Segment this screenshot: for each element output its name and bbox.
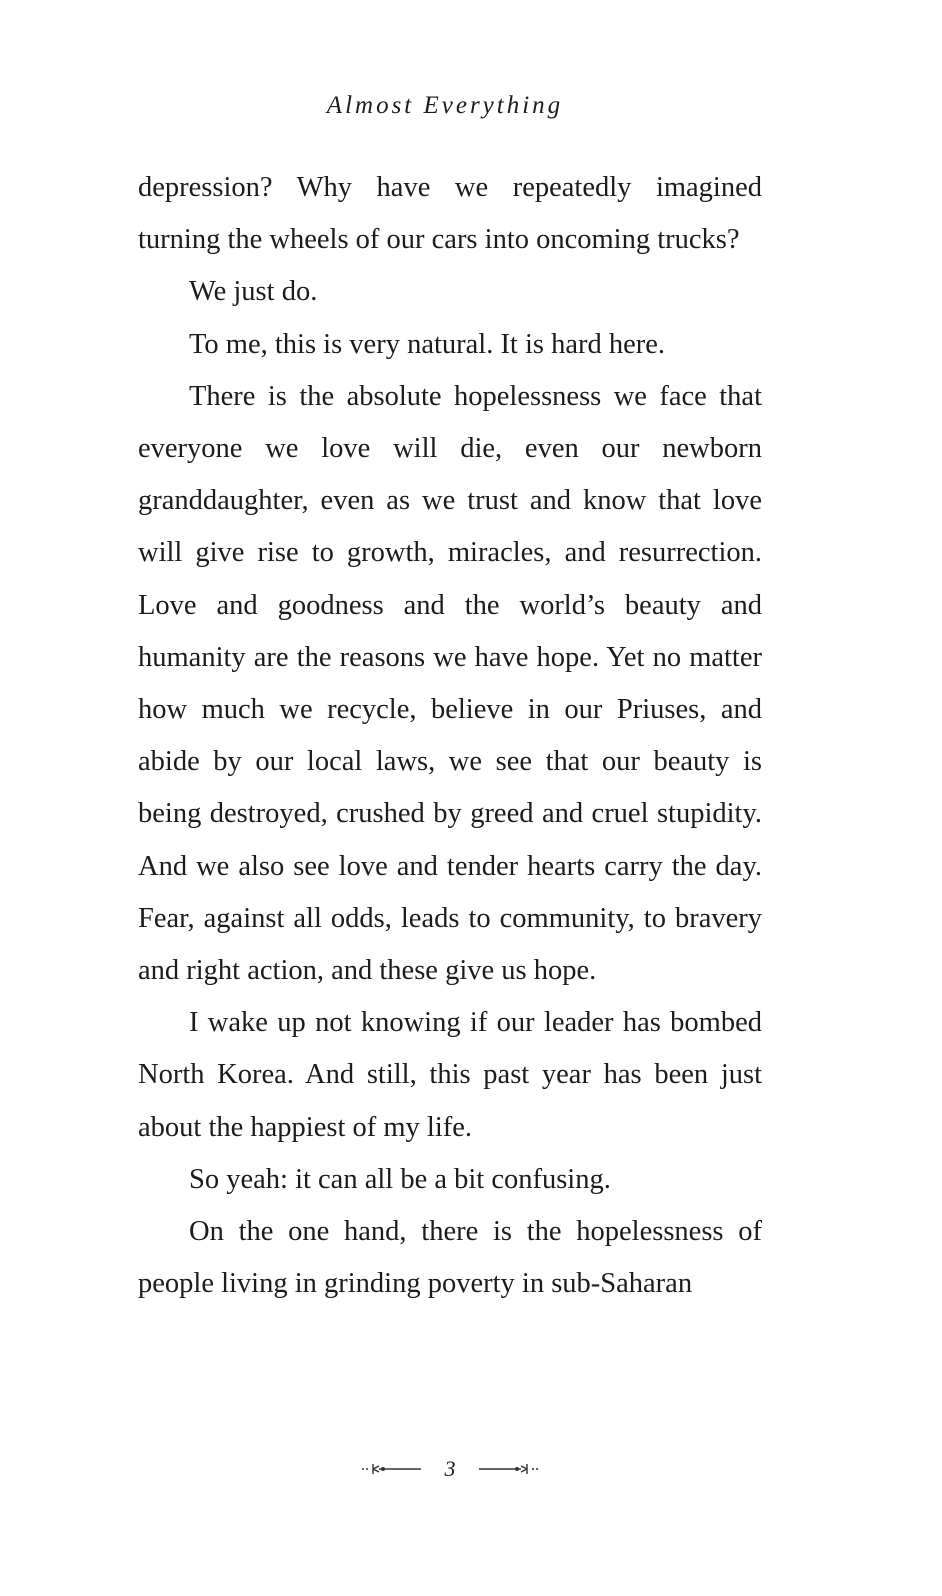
body-text [138, 162, 762, 1310]
running-head: Almost Everything [326, 92, 564, 119]
paragraph: We just do. [189, 276, 318, 308]
paragraph: depression? Why have we repeatedly imagined turning the wheels of our cars into oncoming trucks? [138, 172, 762, 256]
paragraph: So yeah: it can all be a bit confusing. [189, 1163, 611, 1195]
folio [0, 1454, 900, 1482]
ornament-right-icon [477, 1460, 539, 1478]
paragraph: I wake up not knowing if our leader has bombed North Korea. And still, this past year has been just about the happiest of my life. [138, 1007, 762, 1143]
paragraph: There is the absolute hopelessness we face that everyone we love will die, even our newborn granddaughter, even as we trust and know that love will give rise to growth, miracles, and resurrection. Love and goodness and the world’s beauty and humanity are the reasons we have hope. Yet no matter how much we recycle, believe in our Priuses, and abide by our local laws, we see that our beauty is being destroyed, crushed by greed and cruel stupidity. And we also see love and tender hearts carry the day. Fear, against all odds, leads to community, to bravery and right action, and these give us hope. [138, 380, 762, 987]
paragraph: To me, this is very natural. It is hard here. [189, 328, 666, 360]
paragraph: On the one hand, there is the hopelessness of people living in grinding poverty in sub-Saharan [138, 1216, 762, 1300]
ornament-left-icon [361, 1460, 423, 1478]
page-number: 3 [444, 1455, 456, 1481]
